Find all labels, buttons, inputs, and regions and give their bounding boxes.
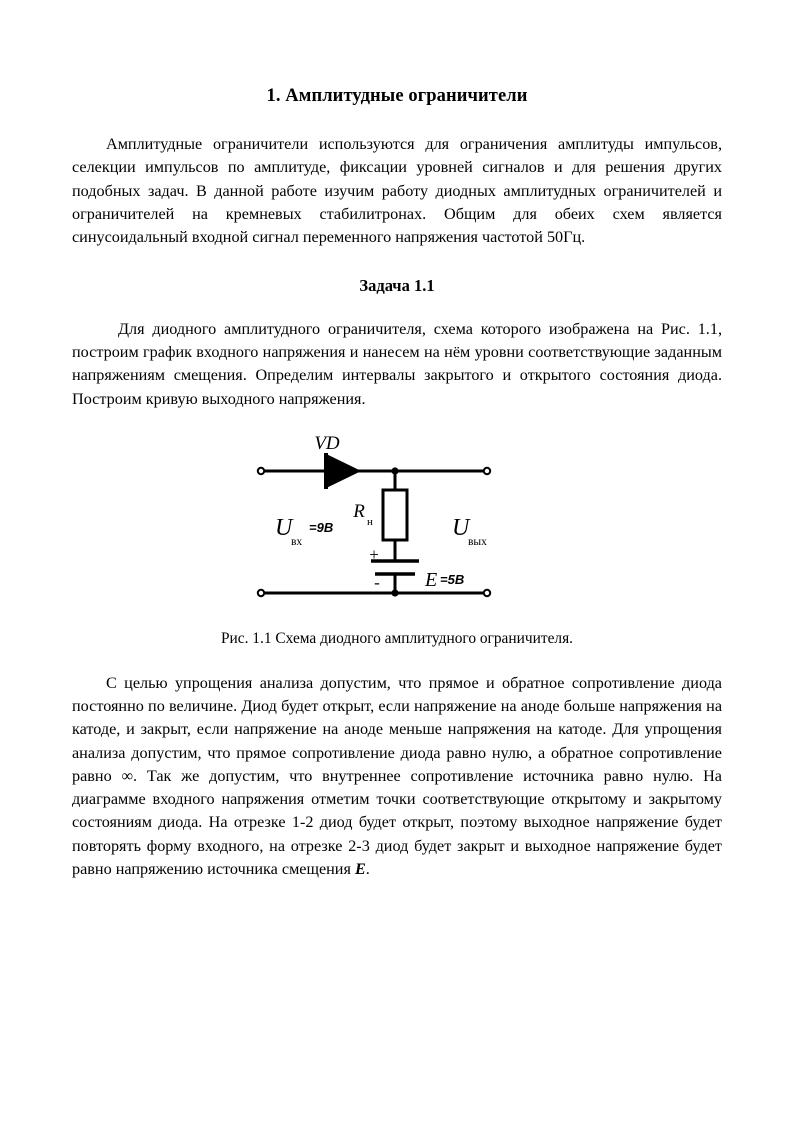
output-terminal-bottom <box>484 590 490 596</box>
input-voltage-label-sub: вх <box>291 535 303 548</box>
analysis-block <box>72 672 722 882</box>
resistor-label-sub: н <box>367 515 373 528</box>
task-heading: Задача 1.1 <box>359 275 435 295</box>
task-paragraph: Для диодного амплитудного ограничителя, схема которого изображена на Рис. 1.1, построим график входного напряжения и нанесем на нём уровни соответствующие заданным напряжениям смещения. Определим интервалы закрытого и открытого состояния диода. Построим кривую выходного напряжения. <box>72 319 722 408</box>
page-title: 1. Амплитудные ограничители <box>266 86 528 106</box>
battery-minus-sign: - <box>374 572 380 592</box>
resistor-label-main: R <box>353 500 365 522</box>
battery-plus-sign: + <box>369 544 379 564</box>
figure-caption: Рис. 1.1 Схема диодного амплитудного ограничителя. <box>220 629 574 647</box>
diode-limiter-circuit-svg <box>247 433 547 618</box>
circuit-figure <box>72 433 722 618</box>
analysis-emphasis-E: E <box>354 860 366 879</box>
source-voltage-value: =5В <box>440 571 465 587</box>
output-voltage-label-main: U <box>452 514 470 541</box>
diode-label: VD <box>314 432 340 454</box>
input-terminal-top <box>258 468 264 474</box>
input-terminal-bottom <box>258 590 264 596</box>
analysis-text-part2: . <box>365 860 370 879</box>
page-content <box>72 86 722 881</box>
analysis-text-part1: С целью упрощения анализа допустим, что прямое и обратное сопротивление диода постоянно по величине. Диод будет открыт, если напряжение на аноде больше напряжения на катоде, и закрыт, если напряжение на аноде меньше напряжения на катоде. Для упрощения анализа допустим, что прямое сопротивление диода равно нулю, а обратное сопротивление равно ∞. Так же допустим, что внутреннее сопротивление источника равно нулю. На диаграмме входного напряжения отметим точки соответствующие открытому и закрытому состояниям диода. На отрезке 1-2 диод будет открыт, поэтому выходное напряжение будет повторять форму входного, на отрезке 2-3 диод будет закрыт и выходное напряжение будет равно напряжению источника смещения <box>72 673 722 879</box>
input-voltage-label-main: U <box>275 514 293 541</box>
resistor-body <box>383 490 407 540</box>
output-voltage-label-sub: вых <box>468 535 487 548</box>
diode-triangle-icon <box>326 455 359 487</box>
analysis-paragraph <box>72 672 722 882</box>
input-voltage-value: =9В <box>309 519 334 535</box>
source-voltage-label-main: E <box>425 568 438 591</box>
output-terminal-top <box>484 468 490 474</box>
intro-paragraph: Амплитудные ограничители используются для ограничения амплитуды импульсов, селекции импульсов по амплитуде, фиксации уровней сигналов и для решения других подобных задач. В данной работе изучим работу диодных амплитудных ограничителей и ограничителей на кремневых стабилитронах. Общим для обеих схем является синусоидальный входной сигнал переменного напряжения частотой 50Гц. <box>72 135 722 247</box>
